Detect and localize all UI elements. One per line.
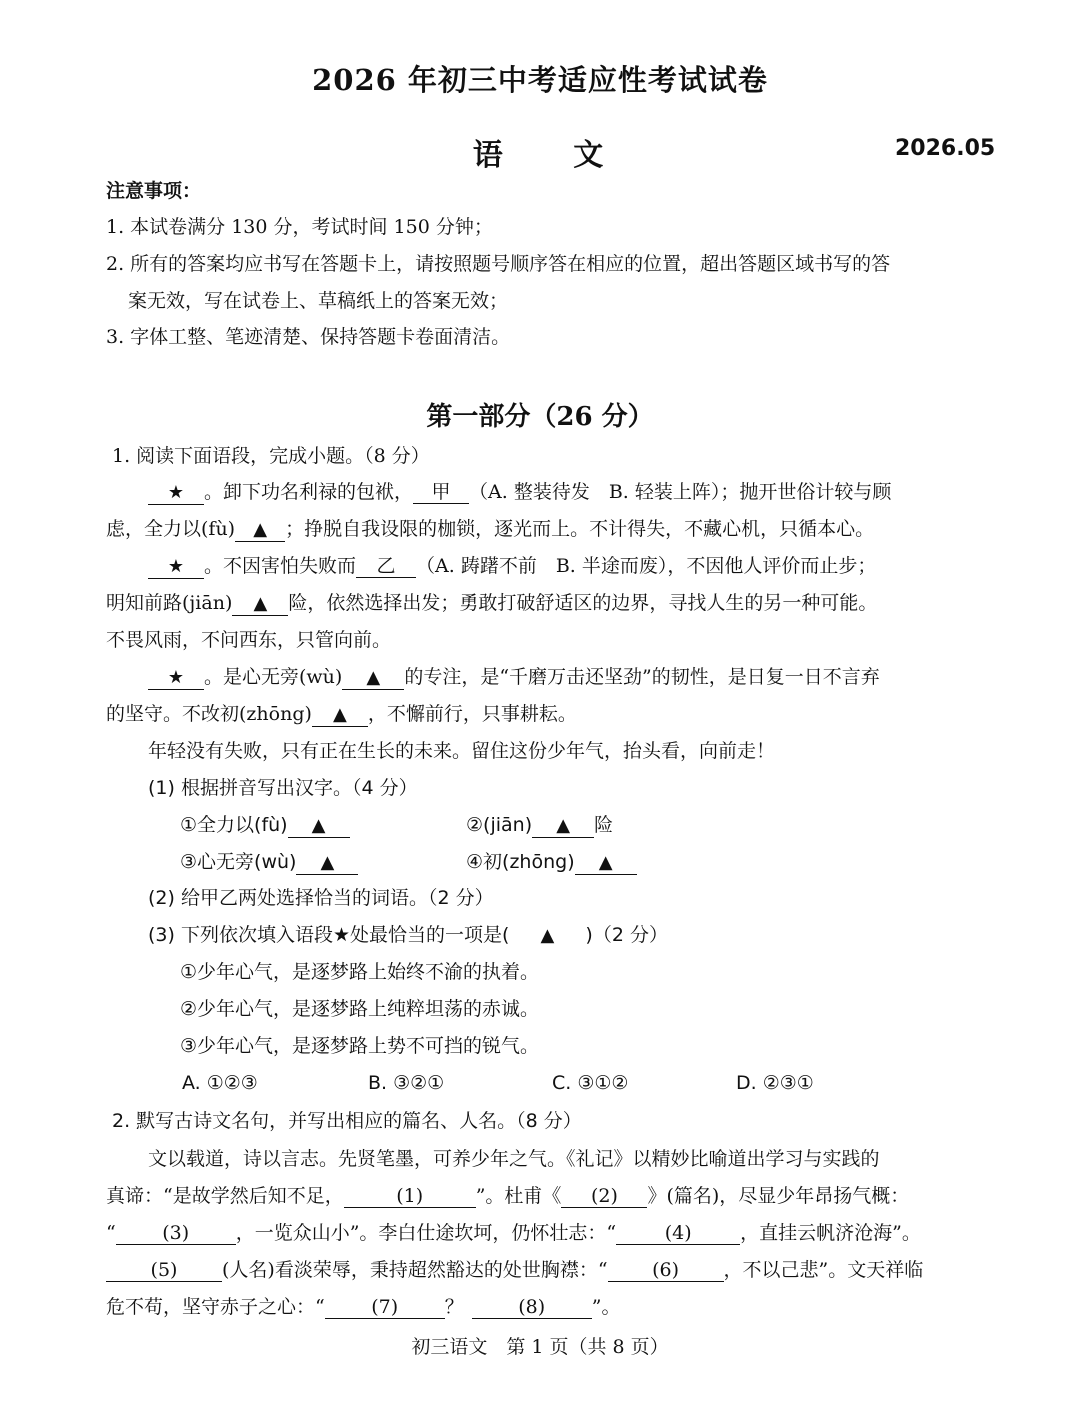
blank-number: (8) (518, 1296, 546, 1318)
option-1: ①少年心气，是逐梦路上始终不渝的执着。 (180, 961, 540, 983)
q1-para-2-line-1 (148, 553, 876, 579)
q2-line-1: 文以载道，诗以言志。先贤笔墨，可养少年之气。《礼记》以精妙比喻道出学习与实践的 (148, 1148, 880, 1170)
q1-para-2-line-3: 不畏风雨，不问西东，只管向前。 (106, 629, 392, 651)
triangle-mark: ▲ (320, 852, 335, 873)
page-footer: 初三语文 第 1 页（共 8 页） (411, 1336, 669, 1358)
q2-text: (人名)看淡荣辱，秉持超然豁达的处世胸襟：“ (222, 1259, 608, 1281)
q1-text: 的坚守。不改初(zhōng) (106, 703, 312, 725)
answer-slot (509, 922, 585, 949)
blank-number: (1) (396, 1185, 424, 1207)
q1-sub-3 (148, 922, 668, 949)
fill-blank-5 (106, 1259, 222, 1282)
fill-blank-8 (472, 1296, 592, 1319)
notice-heading: 注意事项： (106, 180, 202, 202)
q2-text: ，不以己悲”。文天祥临 (723, 1259, 924, 1281)
answer-blank (288, 814, 350, 838)
fill-blank-3 (116, 1222, 236, 1245)
star-mark: ★ (167, 667, 185, 688)
star-mark: ★ (167, 556, 185, 577)
q1-para-1-line-1 (148, 479, 891, 505)
triangle-mark: ▲ (556, 815, 571, 836)
notice-item-2-cont: 案无效，写在试卷上、草稿纸上的答案无效； (128, 290, 509, 312)
yi-blank (356, 555, 416, 578)
pinyin-item-label: ①全力以(fù) (180, 814, 288, 836)
jia-label: 甲 (431, 481, 451, 503)
q1-text: （A. 整装待发 B. 轻装上阵）；抛开世俗计较与顾 (469, 481, 892, 503)
answer-blank (575, 851, 637, 875)
q1-sub-2: (2) 给甲乙两处选择恰当的词语。（2 分） (148, 887, 494, 909)
choice-d: D. ②③① (736, 1072, 814, 1094)
q1-text: （A. 踌躇不前 B. 半途而废），不因他人评价而止步； (416, 555, 877, 577)
q2-text: “ (106, 1222, 116, 1244)
q1-sub-1-a (180, 812, 350, 838)
notice-item-2: 2. 所有的答案均应书写在答题卡上，请按照题号顺序答在相应的位置，超出答题区域书写的答 (106, 253, 891, 275)
jia-blank (413, 481, 469, 504)
fill-blank-7 (325, 1296, 445, 1319)
q1-text: ；挣脱自我设限的枷锁，逐光而上。不计得失，不藏心机，只循本心。 (285, 518, 875, 540)
q1-sub-1: (1) 根据拼音写出汉字。（4 分） (148, 777, 418, 799)
q2-text: ？ (444, 1296, 464, 1318)
star-mark: ★ (167, 482, 185, 503)
q1-para-3-line-1 (148, 664, 880, 690)
fill-blank-6 (608, 1259, 724, 1282)
q2-line-2 (106, 1183, 909, 1209)
blank-number: (3) (162, 1222, 190, 1244)
choice-b: B. ③②① (368, 1072, 445, 1094)
blank-number: (5) (150, 1259, 178, 1281)
star-blank (148, 666, 204, 690)
sub-3-score: )（2 分） (585, 924, 668, 946)
triangle-mark: ▲ (311, 815, 326, 836)
q2-line-5 (106, 1294, 620, 1320)
q1-text: ，不懈前行，只事耕耘。 (367, 703, 577, 725)
answer-blank (296, 851, 358, 875)
option-3: ③少年心气，是逐梦路上势不可挡的锐气。 (180, 1035, 540, 1057)
q1-text: 的专注，是“千磨万击还坚劲”的韧性，是日复一日不言弃 (404, 666, 880, 688)
triangle-blank (232, 592, 288, 616)
q1-text: 明知前路(jiān) (106, 592, 233, 614)
exam-date: 2026.05 (895, 136, 996, 161)
notice-item-1: 1. 本试卷满分 130 分，考试时间 150 分钟； (106, 216, 493, 238)
triangle-blank (312, 703, 368, 727)
q1-sub-1-c (180, 849, 358, 875)
triangle-mark: ▲ (366, 667, 381, 688)
answer-blank (532, 814, 594, 838)
blank-number: (4) (664, 1222, 692, 1244)
sub-3-text: (3) 下列依次填入语段★处最恰当的一项是( (148, 924, 510, 946)
q1-para-4: 年轻没有失败，只有正在生长的未来。留住这份少年气，抬头看，向前走！ (148, 740, 776, 762)
q1-sub-1-b (466, 812, 613, 838)
q2-text: ”。杜甫《 (475, 1185, 562, 1207)
notice-item-3: 3. 字体工整、笔迹清楚、保持答题卡卷面清洁。 (106, 326, 511, 348)
choice-a: A. ①②③ (182, 1072, 258, 1094)
exam-title: 2026 年初三中考适应性考试试卷 (312, 63, 768, 97)
q1-text: 险，依然选择出发；勇敢打破舒适区的边界，寻找人生的另一种可能。 (288, 592, 878, 614)
part-one-title: 第一部分（26 分） (426, 402, 654, 432)
fill-blank-1 (344, 1185, 476, 1208)
q2-line-4 (106, 1257, 923, 1283)
question-1-intro: 1. 阅读下面语段，完成小题。（8 分） (112, 445, 430, 467)
q2-text: ，一览众山小”。李白仕途坎坷，仍怀壮志：“ (235, 1222, 617, 1244)
fill-blank-4 (616, 1222, 740, 1245)
q2-line-3 (106, 1220, 921, 1246)
triangle-mark: ▲ (253, 519, 268, 540)
q2-text: 危不苟，坚守赤子之心：“ (106, 1296, 325, 1318)
pinyin-item-label: ④初(zhōng) (466, 851, 575, 873)
q1-para-3-line-2 (106, 701, 577, 727)
choice-c: C. ③①② (552, 1072, 629, 1094)
triangle-mark: ▲ (333, 704, 347, 725)
pinyin-item-suffix: 险 (594, 814, 614, 836)
q2-text: 真谛：“是故学然后知不足， (106, 1185, 344, 1207)
q1-text: 。不因害怕失败而 (204, 555, 357, 577)
q1-para-2-line-2 (106, 590, 877, 616)
star-blank (148, 481, 204, 505)
q1-text: 。是心无旁(wù) (204, 666, 343, 688)
triangle-blank (235, 518, 285, 542)
triangle-mark: ▲ (253, 593, 268, 614)
triangle-blank (342, 666, 404, 690)
q2-text: ，直挂云帆济沧海”。 (740, 1222, 921, 1244)
question-2-intro: 2. 默写古诗文名句，并写出相应的篇名、人名。（8 分） (112, 1110, 582, 1132)
fill-blank-2 (561, 1185, 647, 1208)
star-blank (148, 555, 204, 579)
q1-sub-1-d (466, 849, 637, 875)
blank-number: (6) (652, 1259, 679, 1281)
blank-number: (7) (371, 1296, 399, 1318)
pinyin-item-label: ②(jiān) (466, 814, 533, 836)
subject-title: 语 文 (472, 138, 634, 173)
triangle-mark: ▲ (598, 852, 613, 873)
option-2: ②少年心气，是逐梦路上纯粹坦荡的赤诚。 (180, 998, 540, 1020)
triangle-mark: ▲ (540, 925, 555, 946)
q1-text: 。卸下功名利禄的包袱， (204, 481, 414, 503)
blank-number: (2) (590, 1185, 618, 1207)
pinyin-item-label: ③心无旁(wù) (180, 851, 297, 873)
q1-text: 虑，全力以(fù) (106, 518, 236, 540)
q1-para-1-line-2 (106, 516, 874, 542)
q2-text: ”。 (591, 1296, 621, 1318)
q2-text: 》(篇名)，尽显少年昂扬气概： (647, 1185, 910, 1207)
yi-label: 乙 (376, 555, 396, 577)
